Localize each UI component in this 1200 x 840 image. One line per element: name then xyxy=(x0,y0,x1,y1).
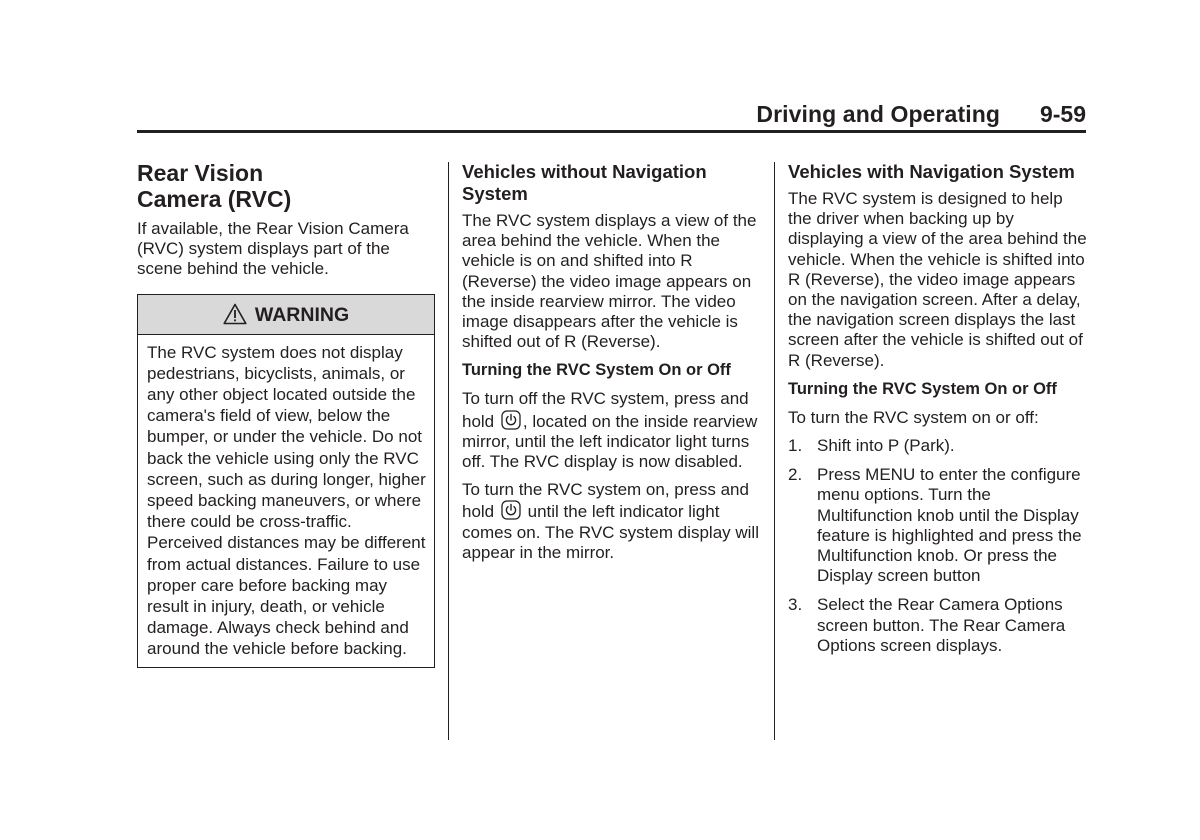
power-button-icon xyxy=(501,410,521,430)
column-left xyxy=(137,160,435,668)
subheading-turning-on-off: Turning the RVC System On or Off xyxy=(462,361,731,380)
column-divider xyxy=(774,162,775,740)
list-item xyxy=(788,465,1088,586)
page-number: 9-59 xyxy=(1039,101,1086,127)
heading-with-navigation: Vehicles with Navigation System xyxy=(788,161,1075,182)
warning-title: WARNING xyxy=(254,303,350,326)
list-item xyxy=(788,595,1088,656)
turn-off-text-before: To turn off the RVC system, press and hold xyxy=(462,389,749,431)
power-button-icon xyxy=(501,500,521,520)
warning-text: The RVC system does not display pedestrians, bicyclists, animals, or any other object located outside the camera's field of view, below the bumper, or under the vehicle. Do not back the vehicle using only the RVC screen, such as during longer, higher speed backing maneuvers, or where there could be cross-traffic. Perceived distances may be different from actual distances. Failure to use proper care before backing may result in injury, death, or vehicle damage. Always check behind and around the vehicle before backing. xyxy=(147,342,426,659)
steps-list xyxy=(788,436,1088,656)
main-title-line1: Rear Vision xyxy=(137,160,264,186)
step-text: Press MENU to enter the configure menu options. Turn the Multifunction knob until the Display feature is highlighted and press the Multifunction knob. Or press the Display screen button xyxy=(817,465,1082,586)
steps-lead: To turn the RVC system on or off: xyxy=(788,407,1039,427)
paragraph-turn-off xyxy=(462,389,762,472)
main-title xyxy=(137,160,435,212)
subheading-turning-on-off: Turning the RVC System On or Off xyxy=(788,379,1057,398)
heading-without-navigation: Vehicles without Navigation System xyxy=(462,161,707,204)
turn-on-text-after: until the left indicator light comes on. The RVC system display will appear in the mirror. xyxy=(462,502,759,562)
warning-header xyxy=(138,295,434,335)
step-text: Select the Rear Camera Options screen button. The Rear Camera Options screen displays. xyxy=(817,595,1066,655)
column-right xyxy=(788,160,1088,665)
turn-off-text-after: , located on the inside rearview mirror, until the left indicator light turns off. The RVC display is now disabled. xyxy=(462,411,758,472)
list-item xyxy=(788,436,1088,456)
page-header xyxy=(137,100,1086,133)
warning-box xyxy=(137,294,435,668)
step-number: 3. xyxy=(788,595,803,615)
intro-paragraph: If available, the Rear Vision Camera (RVC) system displays part of the scene behind the vehicle. xyxy=(137,219,409,279)
column-middle xyxy=(462,160,762,571)
paragraph-with-navigation: The RVC system is designed to help the driver when backing up by displaying a view of the area behind the vehicle. When the vehicle is shifted into R (Reverse), the video image appears on the navigation screen. After a delay, the navigation screen displays the last screen after the vehicle is shifted out of R (Reverse). xyxy=(788,189,1087,370)
paragraph-without-navigation: The RVC system displays a view of the area behind the vehicle. When the vehicle is on and shifted into R (Reverse) the video image appears on the inside rearview mirror. The video image disappears after the vehicle is shifted out of R (Reverse). xyxy=(462,211,757,352)
turn-on-text-before: To turn the RVC system on, press and hold xyxy=(462,480,749,522)
step-number: 1. xyxy=(788,436,803,456)
paragraph-turn-on xyxy=(462,480,762,563)
warning-triangle-icon xyxy=(223,303,247,325)
column-divider xyxy=(448,162,449,740)
step-number: 2. xyxy=(788,465,803,485)
main-title-line2: Camera (RVC) xyxy=(137,186,292,212)
step-text: Shift into P (Park). xyxy=(817,436,955,456)
section-title: Driving and Operating xyxy=(756,101,1000,127)
